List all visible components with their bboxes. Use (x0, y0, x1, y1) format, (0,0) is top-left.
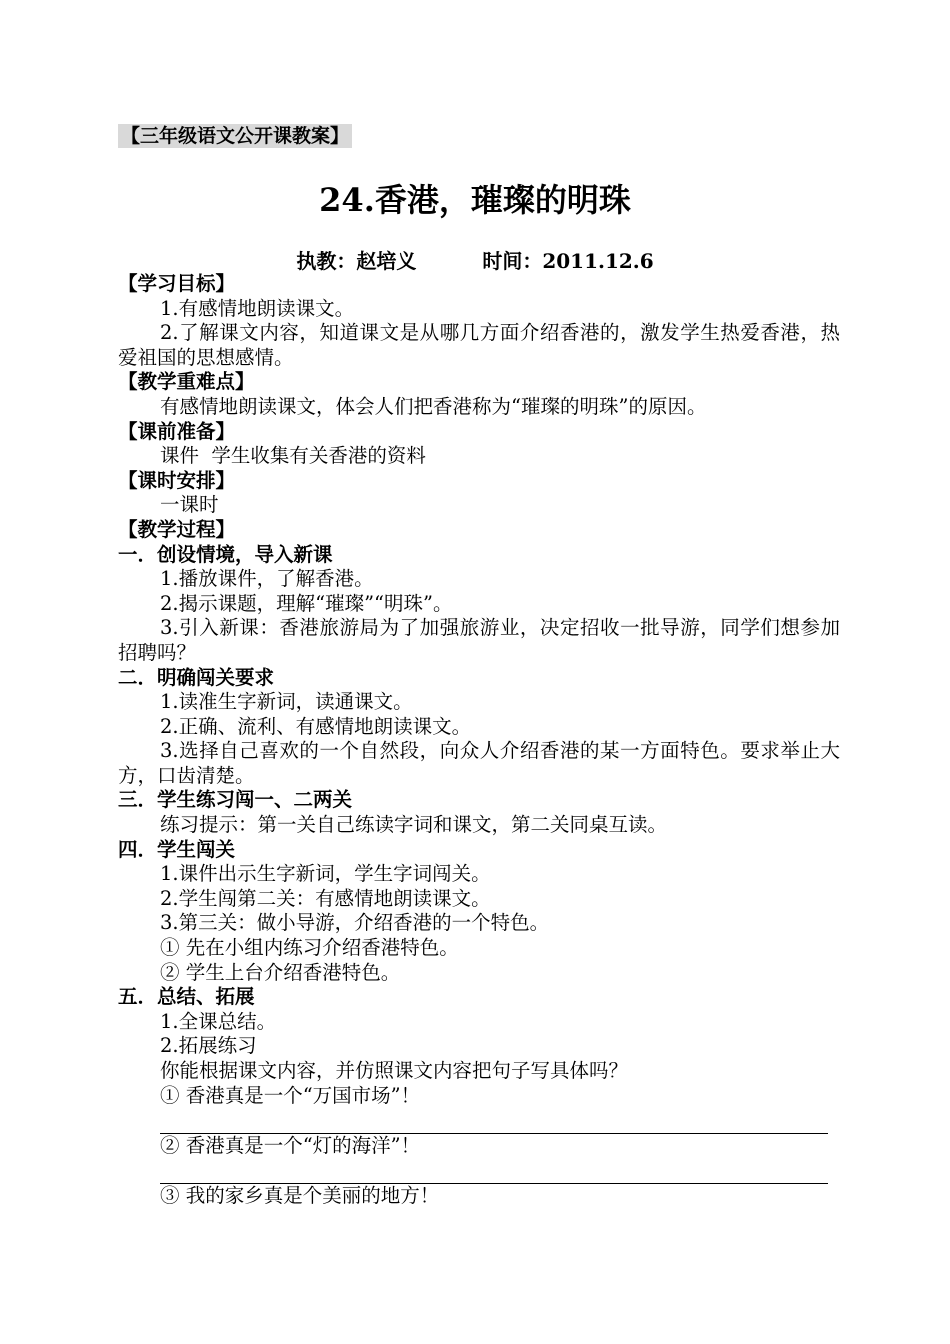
goal-item-2: 2.了解课文内容，知道课文是从哪几方面介绍香港的，激发学生热爱香港，热爱祖国的思想感情。 (118, 321, 840, 369)
lesson-date: 时间：2011.12.6 (482, 249, 654, 273)
step-2-item-1: 1.读准生字新词，读通课文。 (160, 690, 413, 714)
step-5-title: 五．总结、拓展 (118, 985, 255, 1009)
section-heading-schedule: 【课时安排】 (118, 468, 236, 492)
step-1-item-3: 3.引入新课：香港旅游局为了加强旅游业，决定招收一批导游，同学们想参加招聘吗？ (118, 616, 840, 664)
section-heading-process: 【教学过程】 (118, 517, 236, 541)
step-4-item-3: 3.第三关：做小导游，介绍香港的一个特色。 (160, 911, 550, 935)
section-heading-preparation: 【课前准备】 (118, 419, 236, 443)
exercise-prompt-2: ② 香港真是一个“灯的海洋”！ (160, 1133, 421, 1157)
step-2-item-2: 2.正确、流利、有感情地朗读课文。 (160, 714, 472, 738)
document-body (118, 272, 840, 1209)
step-4-item-5: ② 学生上台介绍香港特色。 (160, 960, 401, 984)
document-tag: 【三年级语文公开课教案】 (118, 124, 352, 148)
step-4-item-2: 2.学生闯第二关：有感情地朗读课文。 (160, 886, 491, 910)
teacher-name: 执教：赵培义 (296, 249, 417, 273)
page-title: 24.香港，璀璨的明珠 (319, 181, 631, 219)
step-1-title: 一．创设情境，导入新课 (118, 542, 333, 566)
step-4-item-4: ① 先在小组内练习介绍香港特色。 (160, 936, 459, 960)
step-4-item-1: 1.课件出示生字新词，学生字词闯关。 (160, 862, 491, 886)
step-3-item-1: 练习提示：第一关自己练读字词和课文，第二关同桌互读。 (160, 813, 668, 837)
section-heading-goals: 【学习目标】 (118, 272, 236, 295)
exercise-prompt-1: ① 香港真是一个“万国市场”！ (160, 1083, 421, 1107)
step-5-item-1: 1.全课总结。 (160, 1009, 277, 1033)
step-3-title: 三．学生练习闯一、二两关 (118, 788, 353, 812)
step-5-item-2: 2.拓展练习 (160, 1034, 257, 1058)
step-4-title: 四．学生闯关 (118, 837, 236, 861)
step-1-item-2: 2.揭示课题，理解“璀璨”“明珠”。 (160, 591, 453, 615)
schedule-text: 一课时 (160, 493, 219, 517)
answer-line-2[interactable] (160, 1158, 828, 1184)
key-points-text: 有感情地朗读课文，体会人们把香港称为“璀璨的明珠”的原因。 (160, 394, 707, 418)
step-5-item-3: 你能根据课文内容，并仿照课文内容把句子写具体吗？ (160, 1059, 629, 1082)
goal-item-1: 1.有感情地朗读课文。 (160, 296, 355, 320)
step-2-title: 二．明确闯关要求 (118, 665, 275, 689)
byline (0, 248, 950, 274)
answer-line-1[interactable] (160, 1108, 828, 1134)
step-2-item-3: 3.选择自己喜欢的一个自然段，向众人介绍香港的某一方面特色。要求举止大方，口齿清楚。 (118, 739, 840, 787)
step-1-item-1: 1.播放课件，了解香港。 (160, 567, 374, 591)
section-heading-key-points: 【教学重难点】 (118, 370, 255, 394)
preparation-text: 课件 学生收集有关香港的资料 (160, 444, 426, 468)
exercise-prompt-3: ③ 我的家乡真是个美丽的地方！ (160, 1183, 440, 1207)
